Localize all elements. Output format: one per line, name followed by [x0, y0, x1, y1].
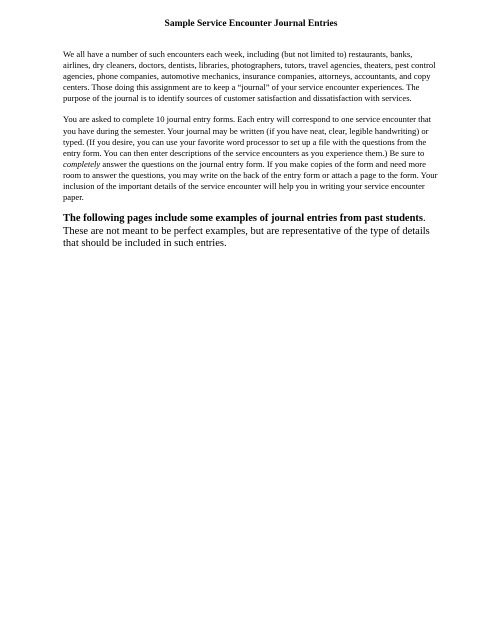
- instructions-text-end: answer the questions on the journal entry form. If you make copies of the form and need more room to answer the questions, you may write on the back of the entry form or attach a page to the form. Your inclusion of the important details of the service encounter will help you in writing your service encounter paper.: [63, 158, 438, 203]
- examples-text: . These are not meant to be perfect examples, but are representative of the type of details that should be included in such entries.: [63, 213, 430, 250]
- instructions-text-start: You are asked to complete 10 journal entry forms. Each entry will correspond to one service encounter that you have during the semester. Your journal may be written (if you have neat, clear, legible handwriting) or typed. (If you desire, you can use your favorite word processor to set up a file with the questions from the entry form. You can then enter descriptions of the service encounters as you experience them.) Be sure to: [63, 114, 432, 158]
- instructions-emphasis: completely: [63, 158, 101, 169]
- instructions-paragraph: [63, 114, 439, 203]
- examples-bold-text: The following pages include some examples of journal entries from past students: [63, 213, 424, 225]
- examples-paragraph: [63, 213, 439, 250]
- page-title: Sample Service Encounter Journal Entries: [164, 19, 338, 29]
- intro-paragraph: We all have a number of such encounters each week, including (but not limited to) restaurants, banks, airlines, dry cleaners, doctors, dentists, libraries, photographers, tutors, travel agencies, theaters, pest control agencies, phone companies, automotive mechanics, insurance companies, attorneys, accountants, and copy centers. Those doing this assignment are to keep a “journal” of your service encounter experiences. The purpose of the journal is to identify sources of customer satisfaction and dissatisfaction with services.: [63, 49, 436, 104]
